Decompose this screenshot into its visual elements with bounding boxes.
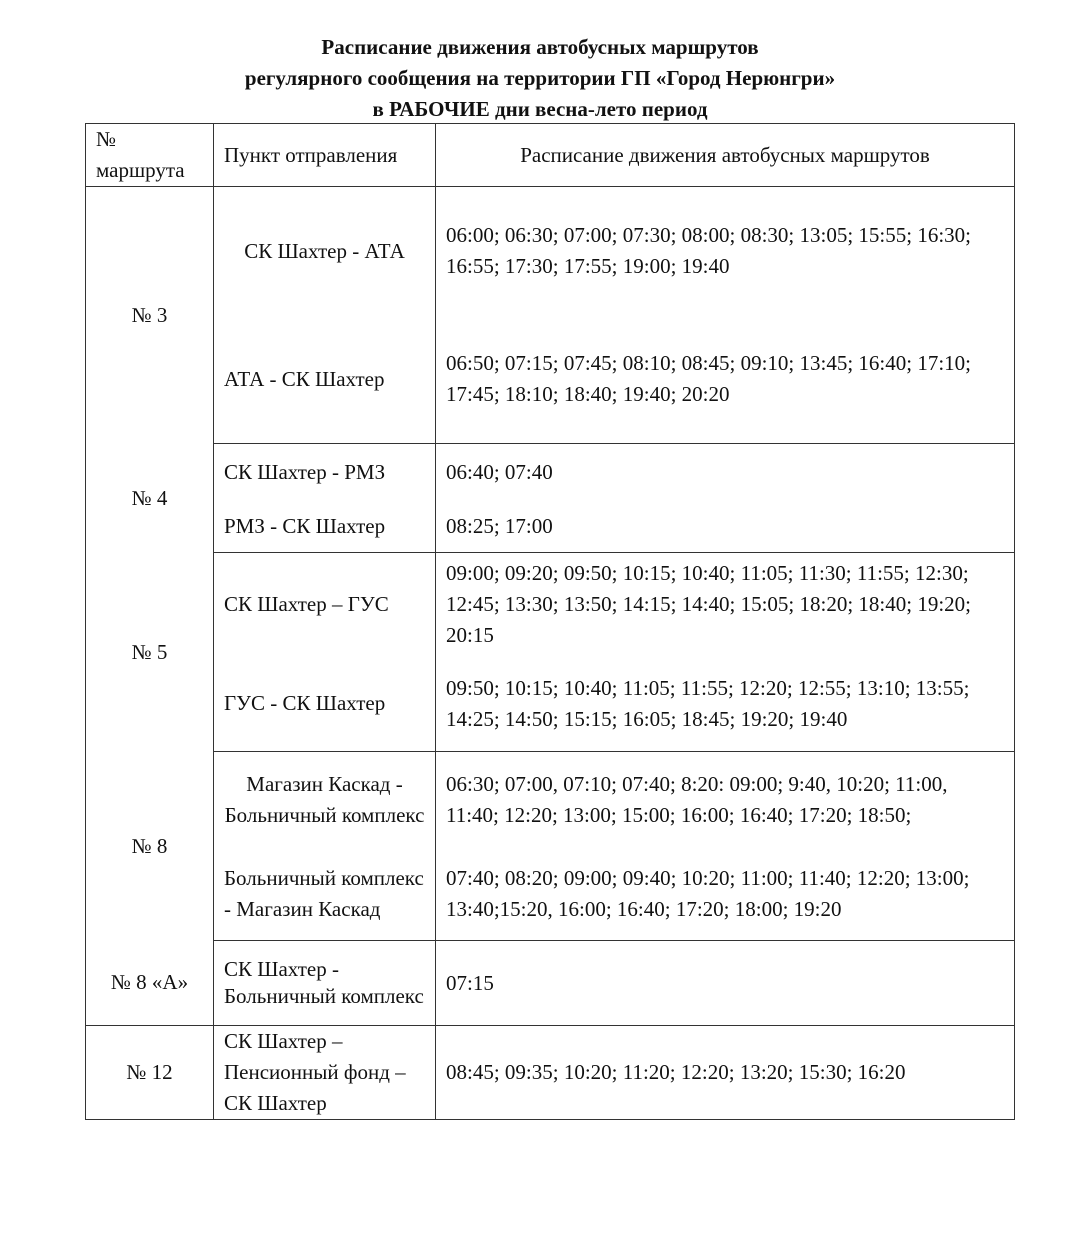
departure-point: ГУС - СК Шахтер [214, 656, 436, 752]
departure-times: 06:30; 07:00, 07:10; 07:40; 8:20: 09:00; 9:40, 10:20; 11:00, 11:40; 12:20; 13:00; 15:00; 16:00; 16:40; 17:20; 18:50; [446, 771, 948, 827]
route-number-3: № 3 [86, 187, 214, 444]
departure-times: 08:45; 09:35; 10:20; 11:20; 12:20; 13:20; 15:30; 16:20 [446, 1060, 906, 1084]
table-row [86, 1026, 1015, 1120]
table-row [86, 656, 1015, 752]
departure-point: СК Шахтер - Больничный комплекс [214, 941, 436, 1026]
departure-point: Больничный комплекс - Магазин Каскад [214, 847, 436, 941]
title-line-1: Расписание движения автобусных маршрутов [321, 35, 759, 59]
table-header-row [86, 124, 1015, 187]
departure-times: 07:15 [436, 941, 1015, 1026]
table-row [86, 847, 1015, 941]
departure-times: 07:40; 08:20; 09:00; 09:40; 10:20; 11:00; 11:40; 12:20; 13:00; 13:40;15:20, 16:00; 16:40; 17:20; 18:00; 19:20 [436, 847, 1015, 941]
header-schedule: Расписание движения автобусных маршрутов [436, 124, 1015, 187]
schedule-table [85, 123, 1015, 1120]
header-departure: Пункт отправления [214, 124, 436, 187]
table-row [86, 500, 1015, 553]
departure-times: 06:00; 06:30; 07:00; 07:30; 08:00; 08:30; 13:05; 15:55; 16:30; 16:55; 17:30; 17:55; 19:00; 19:40 [446, 223, 972, 278]
departure-times: 06:40; 07:40 [446, 459, 553, 484]
table-row [86, 444, 1015, 501]
departure-point: Магазин Каскад - Больничный комплекс [214, 752, 436, 848]
departure-times: 09:00; 09:20; 09:50; 10:15; 10:40; 11:05; 11:30; 11:55; 12:30; 12:45; 13:30; 13:50; 14:15; 14:40; 15:05; 18:20; 18:40; 19:20; 20:15 [446, 561, 972, 647]
table-row [86, 315, 1015, 444]
departure-point: СК Шахтер - АТА [214, 187, 436, 316]
departure-point: РМЗ - СК Шахтер [214, 500, 436, 553]
route-number-5: № 5 [86, 553, 214, 752]
route-number-8a: № 8 «А» [86, 941, 214, 1026]
departure-point: СК Шахтер – ГУС [214, 553, 436, 657]
departure-times: 09:50; 10:15; 10:40; 11:05; 11:55; 12:20; 12:55; 13:10; 13:55; 14:25; 14:50; 15:15; 16:05; 18:45; 19:20; 19:40 [436, 656, 1015, 752]
document-title [0, 32, 1080, 125]
title-line-2: регулярного сообщения на территории ГП «Город Нерюнгри» [244, 66, 836, 90]
route-number-4: № 4 [86, 444, 214, 553]
table-row [86, 187, 1015, 316]
departure-times: 06:50; 07:15; 07:45; 08:10; 08:45; 09:10; 13:45; 16:40; 17:10; 17:45; 18:10; 18:40; 19:40; 20:20 [436, 315, 1015, 444]
header-route: № маршрута [86, 124, 214, 187]
route-number-8: № 8 [86, 752, 214, 941]
table-row [86, 752, 1015, 848]
departure-times: 08:25; 17:00 [436, 500, 1015, 553]
table-row [86, 941, 1015, 1026]
title-line-3: в РАБОЧИЕ дни весна-лето период [372, 97, 708, 121]
route-number-12: № 12 [86, 1026, 214, 1120]
departure-point: СК Шахтер – Пенсионный фонд – СК Шахтер [214, 1026, 436, 1120]
departure-point: СК Шахтер - РМЗ [214, 444, 436, 501]
departure-point: АТА - СК Шахтер [214, 315, 436, 444]
table-row [86, 553, 1015, 657]
